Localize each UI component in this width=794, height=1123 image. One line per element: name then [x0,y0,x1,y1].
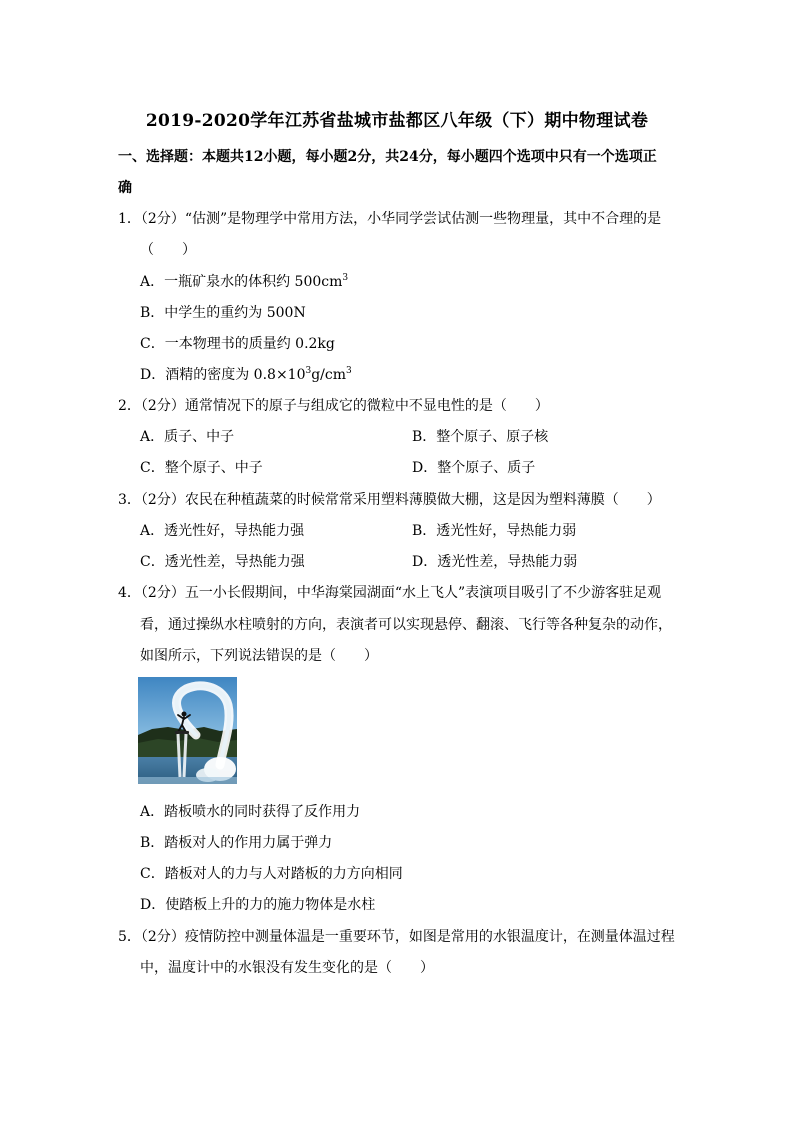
q3-option-b: B．透光性好，导热能力弱 [412,523,577,539]
q1-stem: 1．（2分）“估测”是物理学中常用方法，小华同学尝试估测一些物理量，其中不合理的是 [118,211,662,227]
section-heading-line1: 一、选择题：本题共12小题，每小题2分，共24分，每小题四个选项中只有一个选项正 [118,149,657,165]
water-flyer-photo [138,677,237,784]
q3-option-d: D．透光性差，导热能力弱 [412,554,578,570]
q2-stem: 2．（2分）通常情况下的原子与组成它的微粒中不显电性的是（ ） [118,398,549,414]
q1-option-a-text: A．一瓶矿泉水的体积约 500cm [140,274,343,290]
q1-option-d-sup2: 3 [346,366,352,376]
exam-title: 2019-2020学年江苏省盐城市盐都区八年级（下）期中物理试卷 [145,111,649,131]
q2-option-b: B．整个原子、原子核 [412,429,549,445]
q4-option-b: B．踏板对人的作用力属于弹力 [140,835,333,851]
q1-option-d [140,364,352,384]
q4-option-a: A．踏板喷水的同时获得了反作用力 [140,804,361,820]
q1-option-d-text2: g/cm [311,367,347,383]
q3-option-c: C．透光性差，导热能力强 [140,554,305,570]
q3-stem: 3．（2分）农民在种植蔬菜的时候常常采用塑料薄膜做大棚，这是因为塑料薄膜（ ） [118,492,661,508]
q4-option-d: D．使踏板上升的力的施力物体是水柱 [140,897,376,913]
q3-option-a: A．透光性好，导热能力强 [140,523,305,539]
q4-option-c: C．踏板对人的力与人对踏板的力方向相同 [140,866,403,882]
q1-option-a-sup: 3 [342,273,349,283]
section-heading-line2: 确 [118,180,132,196]
q1-option-d-text1: D．酒精的密度为 0.8×10 [140,367,306,383]
q5-stem-line2: 中，温度计中的水银没有发生变化的是（ ） [140,960,434,976]
q4-stem-line2: 看，通过操纵水柱喷射的方向，表演者可以实现悬停、翻滚、飞行等各种复杂的动作， [140,617,672,633]
q4-stem-line3: 如图所示，下列说法错误的是（ ） [140,648,378,664]
q1-answer-paren: （ ） [140,242,196,258]
q1-option-d-sup1: 3 [305,366,312,376]
q4-stem-line1: 4．（2分）五一小长假期间，中华海棠园湖面“水上飞人”表演项目吸引了不少游客驻足观 [118,585,662,601]
q2-option-a: A．质子、中子 [140,429,235,445]
q2-option-d: D．整个原子、质子 [412,460,536,476]
q2-option-c: C．整个原子、中子 [140,460,263,476]
q5-stem-line1: 5．（2分）疫情防控中测量体温是一重要环节，如图是常用的水银温度计，在测量体温过程 [118,929,675,945]
q1-option-b: B．中学生的重约为 500N [140,305,306,321]
q1-option-c: C．一本物理书的质量约 0.2kg [140,336,335,352]
q1-option-a [140,271,348,291]
